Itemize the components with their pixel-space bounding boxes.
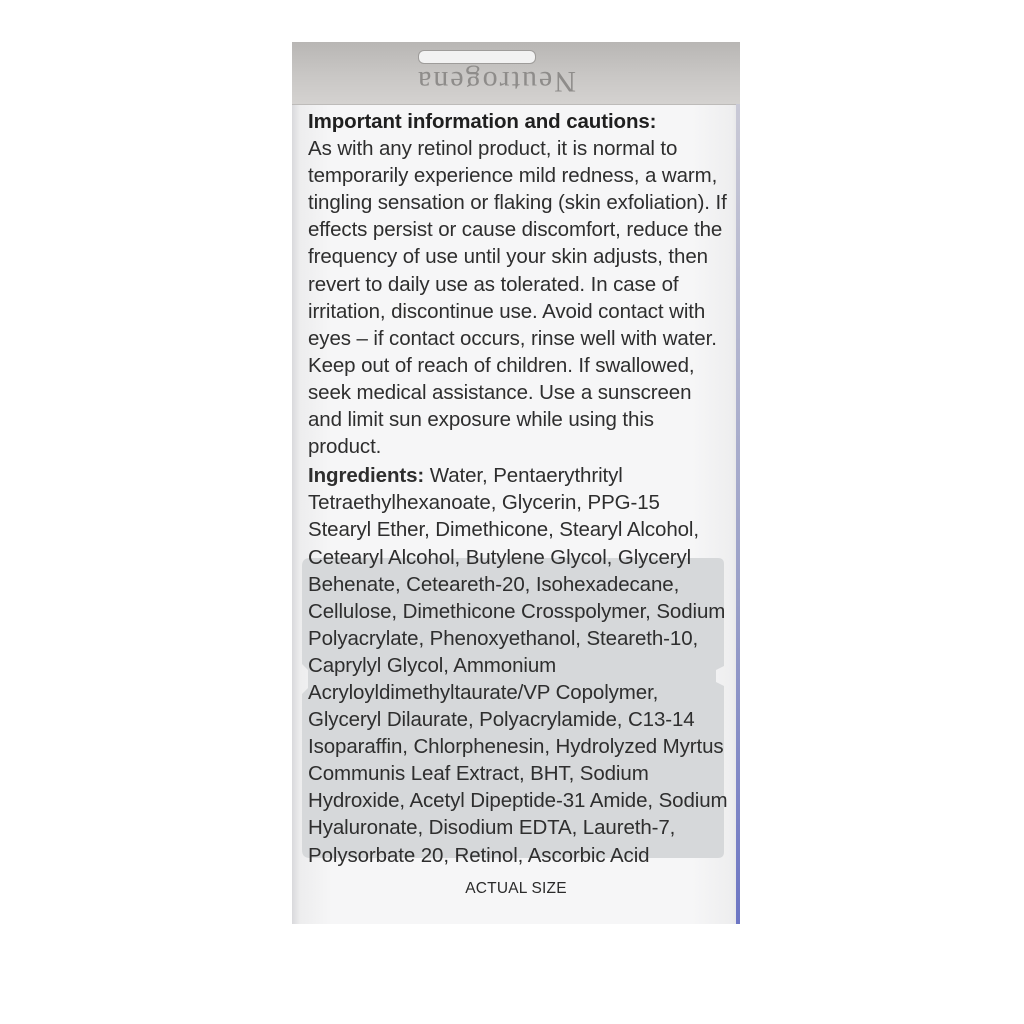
brand-logo — [360, 62, 632, 100]
ingredients-list: Water, Pentaerythrityl Tetraethylhexanoate, Glycerin, PPG-15 Stearyl Ether, Dimethicone, Stearyl Alcohol, Cetearyl Alcohol, Butylene Glycol, Glyceryl Behenate, Ceteareth-20, Isohexadecane, Cellulose, Dimethicone Crosspolymer, Sodium Polyacrylate, Phenoxyethanol, Steareth-10, Caprylyl Glycol, Ammonium Acryloyldimethyltaurate/VP Copolymer, Glyceryl Dilaurate, Polyacrylamide, C13-14 Isoparaffin, Chlorphenesin, Hydrolyzed Myrtus Communis Leaf Extract, BHT, Sodium Hydroxide, Acetyl Dipeptide-31 Amide, Sodium Hyaluronate, Disodium EDTA, Laureth-7, Polysorbate 20, Retinol, Ascorbic Acid — [308, 464, 728, 867]
product-box-back-panel — [292, 42, 740, 924]
svg-text:Neutrogena: Neutrogena — [416, 65, 576, 98]
actual-size-label: ACTUAL SIZE — [465, 880, 567, 897]
cautions-heading: Important information and cautions: — [308, 110, 657, 133]
ingredients-paragraph — [308, 462, 728, 868]
ingredients-label: Ingredients: — [308, 464, 425, 488]
box-top-flap — [292, 42, 740, 105]
label-text — [308, 108, 728, 869]
box-side-edge — [736, 104, 740, 924]
cautions-body: As with any retinol product, it is normal to temporarily experience mild redness, a warm, tingling sensation or flaking (skin exfoliation). If effects persist or cause discomfort, reduce the frequency of use until your skin adjusts, then revert to daily use as tolerated. In case of irritation, discontinue use. Avoid contact with eyes – if contact occurs, rinse well with water. Keep out of reach of children. If swallowed, seek medical assistance. Use a sunscreen and limit sun exposure while using this product. — [308, 137, 727, 459]
